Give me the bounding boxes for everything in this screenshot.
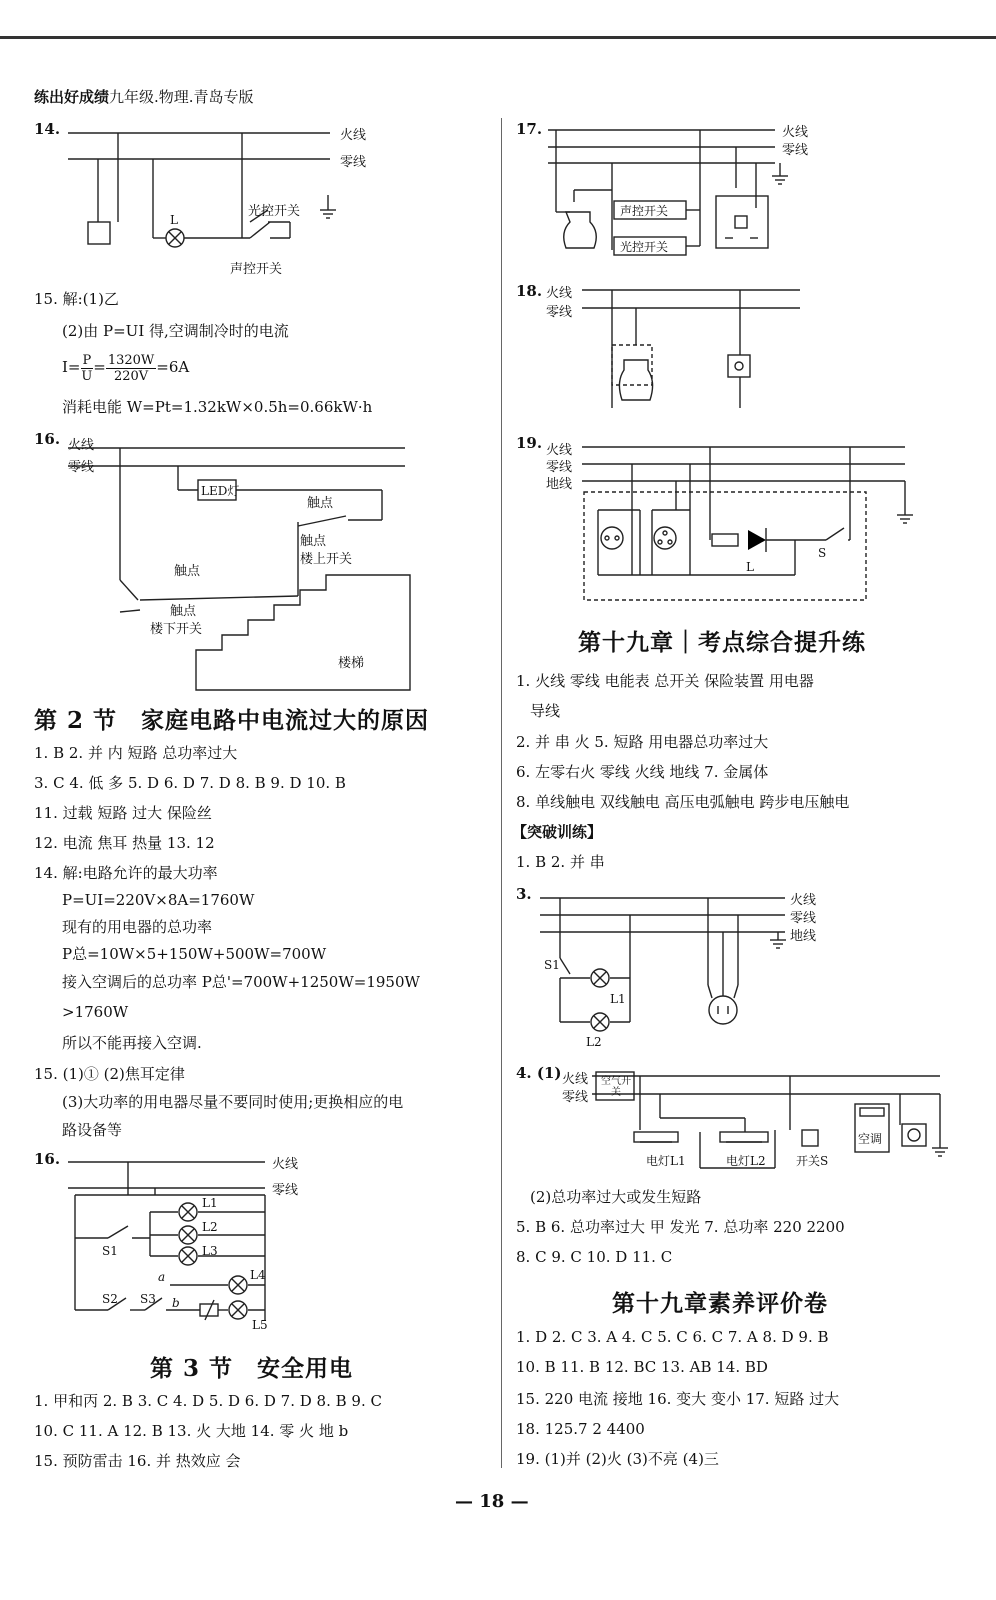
q16b-L1-label: L1 <box>202 1196 218 1210</box>
q16b-zero-label: 零线 <box>272 1183 299 1198</box>
q19-number: 19. <box>516 434 543 452</box>
answer-line: (2)总功率过大或发生短路 <box>530 1188 702 1206</box>
answer-line: 现有的用电器的总功率 <box>62 918 213 936</box>
answer-line: 5. B 6. 总功率过大 甲 发光 7. 总功率 220 2200 <box>516 1218 845 1236</box>
q4-air-switch-label: 空气开关 <box>601 1076 631 1098</box>
q16b-number: 16. <box>34 1150 61 1168</box>
q16b-L5-label: L5 <box>252 1318 268 1332</box>
q4-ac-label: 空调 <box>858 1132 883 1146</box>
q4-lamp2-label: 电灯L2 <box>726 1154 766 1168</box>
q19-ground-label: 地线 <box>546 477 573 492</box>
answer-line: 1. D 2. C 3. A 4. C 5. C 6. C 7. A 8. D 9. B <box>516 1328 829 1346</box>
frac1-num: P <box>82 352 92 368</box>
book-title-bold: 练出好成绩 <box>34 88 110 106</box>
answer-line: 8. C 9. C 10. D 11. C <box>516 1248 673 1266</box>
q3-L1-label: L1 <box>610 992 626 1006</box>
answer-line: (3)大功率的用电器尽量不要同时使用;更换相应的电 <box>62 1093 404 1111</box>
q16b-S1-label: S1 <box>102 1244 118 1258</box>
answer-line: 3. C 4. 低 多 5. D 6. D 7. D 8. B 9. D 10. B <box>34 774 346 792</box>
q14-sound-switch-label: 声控开关 <box>230 262 283 277</box>
q16b-a-label: a <box>158 1270 166 1284</box>
q16-stairs-label: 楼梯 <box>338 656 365 671</box>
answer-line: P=UI=220V×8A=1760W <box>62 891 255 909</box>
q19-fire-label: 火线 <box>546 443 573 458</box>
answer-line: 10. B 11. B 12. BC 13. AB 14. BD <box>516 1358 768 1376</box>
breakthrough-answers: 1. B 2. 并 串 <box>516 853 605 871</box>
q15-formula: I= $\frac{P}{U}$ = $\frac{1320W}{220V}$ =6A <box>62 352 190 384</box>
q16-downstairs-label: 楼下开关 <box>150 622 203 637</box>
q19-S-label: S <box>818 546 827 560</box>
q16b-S2-label: S2 <box>102 1292 118 1306</box>
answer-line: 1. 甲和丙 2. B 3. C 4. D 5. D 6. D 7. D 8. B 9. C <box>34 1392 382 1410</box>
q14-zero-label: 零线 <box>340 155 367 170</box>
answer-line: 12. 电流 焦耳 热量 13. 12 <box>34 834 215 852</box>
answer-line: 2. 并 串 火 5. 短路 用电器总功率过大 <box>516 733 769 751</box>
q14-number: 14. <box>34 120 61 138</box>
q4-lamp1-label: 电灯L1 <box>646 1154 686 1168</box>
answer-line: 1. B 2. 并 内 短路 总功率过大 <box>34 744 238 762</box>
q3-zero-label: 零线 <box>790 911 817 926</box>
q14-light-switch-label: 光控开关 <box>248 204 301 219</box>
book-title-rest: 九年级.物理.青岛专版 <box>109 88 254 106</box>
answer-line: 导线 <box>530 702 561 720</box>
answer-line: 所以不能再接入空调. <box>62 1034 202 1052</box>
answer-line: 18. 125.7 2 4400 <box>516 1420 645 1438</box>
q15-formula-pre: I= <box>62 358 81 376</box>
q16b-b-label: b <box>172 1296 180 1310</box>
exam-title: 第十九章素养评价卷 <box>612 1290 828 1317</box>
q16b-L2-label: L2 <box>202 1220 218 1234</box>
q16-upstairs-label: 楼上开关 <box>300 552 353 567</box>
q18-number: 18. <box>516 282 543 300</box>
q16b-L4-label: L4 <box>250 1268 266 1282</box>
q3-S1-label: S1 <box>544 958 560 972</box>
section-3-title: 第 3 节 安全用电 <box>150 1355 354 1382</box>
answer-line: >1760W <box>62 1003 129 1021</box>
q19-zero-label: 零线 <box>546 460 573 475</box>
q14-fire-label: 火线 <box>340 128 367 143</box>
answer-line: 路设备等 <box>62 1121 123 1139</box>
q16-contact4-label: 触点 <box>170 604 197 619</box>
answer-line: 10. C 11. A 12. B 13. 火 大地 14. 零 火 地 b <box>34 1422 349 1440</box>
q18-zero-label: 零线 <box>546 305 573 320</box>
answer-line: 6. 左零右火 零线 火线 地线 7. 金属体 <box>516 763 769 781</box>
answer-line: 15. 220 电流 接地 16. 变大 变小 17. 短路 过大 <box>516 1390 840 1408</box>
frac1-den: U <box>81 368 93 384</box>
answer-line: 14. 解:电路允许的最大功率 <box>34 864 218 882</box>
answer-line: 1. 火线 零线 电能表 总开关 保险装置 用电器 <box>516 672 814 690</box>
answer-line: 15. 预防雷击 16. 并 热效应 会 <box>34 1452 241 1470</box>
chapter-19-title: 第十九章｜考点综合提升练 <box>578 629 866 656</box>
q17-light-switch-label: 光控开关 <box>620 240 669 254</box>
q16-led-label: LED灯 <box>201 484 240 498</box>
q16-contact3-label: 触点 <box>174 564 201 579</box>
q15-line1: 15. 解:(1)乙 <box>34 290 119 308</box>
section-2-title: 第 2 节 家庭电路中电流过大的原因 <box>34 707 430 734</box>
q3-fire-label: 火线 <box>790 893 817 908</box>
q15-line4: 消耗电能 W=Pt=1.32kW×0.5h=0.66kW·h <box>62 398 373 416</box>
q15-line2: (2)由 P=UI 得,空调制冷时的电流 <box>62 322 289 340</box>
q16b-fire-label: 火线 <box>272 1157 299 1172</box>
answer-line: 19. (1)并 (2)火 (3)不亮 (4)三 <box>516 1450 719 1468</box>
q16-fire-label: 火线 <box>68 438 95 453</box>
q4-zero-label: 零线 <box>562 1090 589 1105</box>
breakthrough-heading: 【突破训练】 <box>512 823 603 841</box>
q3-ground-label: 地线 <box>790 929 817 944</box>
q16b-S3-label: S3 <box>140 1292 156 1306</box>
q16-zero-label: 零线 <box>68 460 95 475</box>
q3-number: 3. <box>516 885 532 903</box>
q19-L-label: L <box>746 560 754 574</box>
q15-formula-post: =6A <box>156 358 190 376</box>
answer-line: P总=10W×5+150W+500W=700W <box>62 945 327 963</box>
q16b-L3-label: L3 <box>202 1244 218 1258</box>
q17-fire-label: 火线 <box>782 125 809 140</box>
q17-sound-switch-label: 声控开关 <box>620 204 669 218</box>
answer-line: 15. (1)① (2)焦耳定律 <box>34 1065 185 1083</box>
answer-line: 8. 单线触电 双线触电 高压电弧触电 跨步电压触电 <box>516 793 850 811</box>
q16-number: 16. <box>34 430 61 448</box>
q17-zero-label: 零线 <box>782 143 809 158</box>
q16-contact2-label: 触点 <box>300 534 327 549</box>
q18-fire-label: 火线 <box>546 286 573 301</box>
frac2-den: 220V <box>113 368 149 384</box>
q16-contact1-label: 触点 <box>307 496 334 511</box>
answer-line: 11. 过载 短路 过大 保险丝 <box>34 804 212 822</box>
q3-L2-label: L2 <box>586 1035 602 1049</box>
frac2-num: 1320W <box>107 352 155 368</box>
answer-line: 接入空调后的总功率 P总'=700W+1250W=1950W <box>62 973 420 991</box>
q17-number: 17. <box>516 120 543 138</box>
q14-lamp-label: L <box>170 213 178 227</box>
q4-number: 4. (1) <box>516 1064 562 1082</box>
q4-fire-label: 火线 <box>562 1072 589 1087</box>
page-number: — 18 — <box>455 1491 529 1512</box>
q4-switch-label: 开关S <box>796 1154 829 1168</box>
